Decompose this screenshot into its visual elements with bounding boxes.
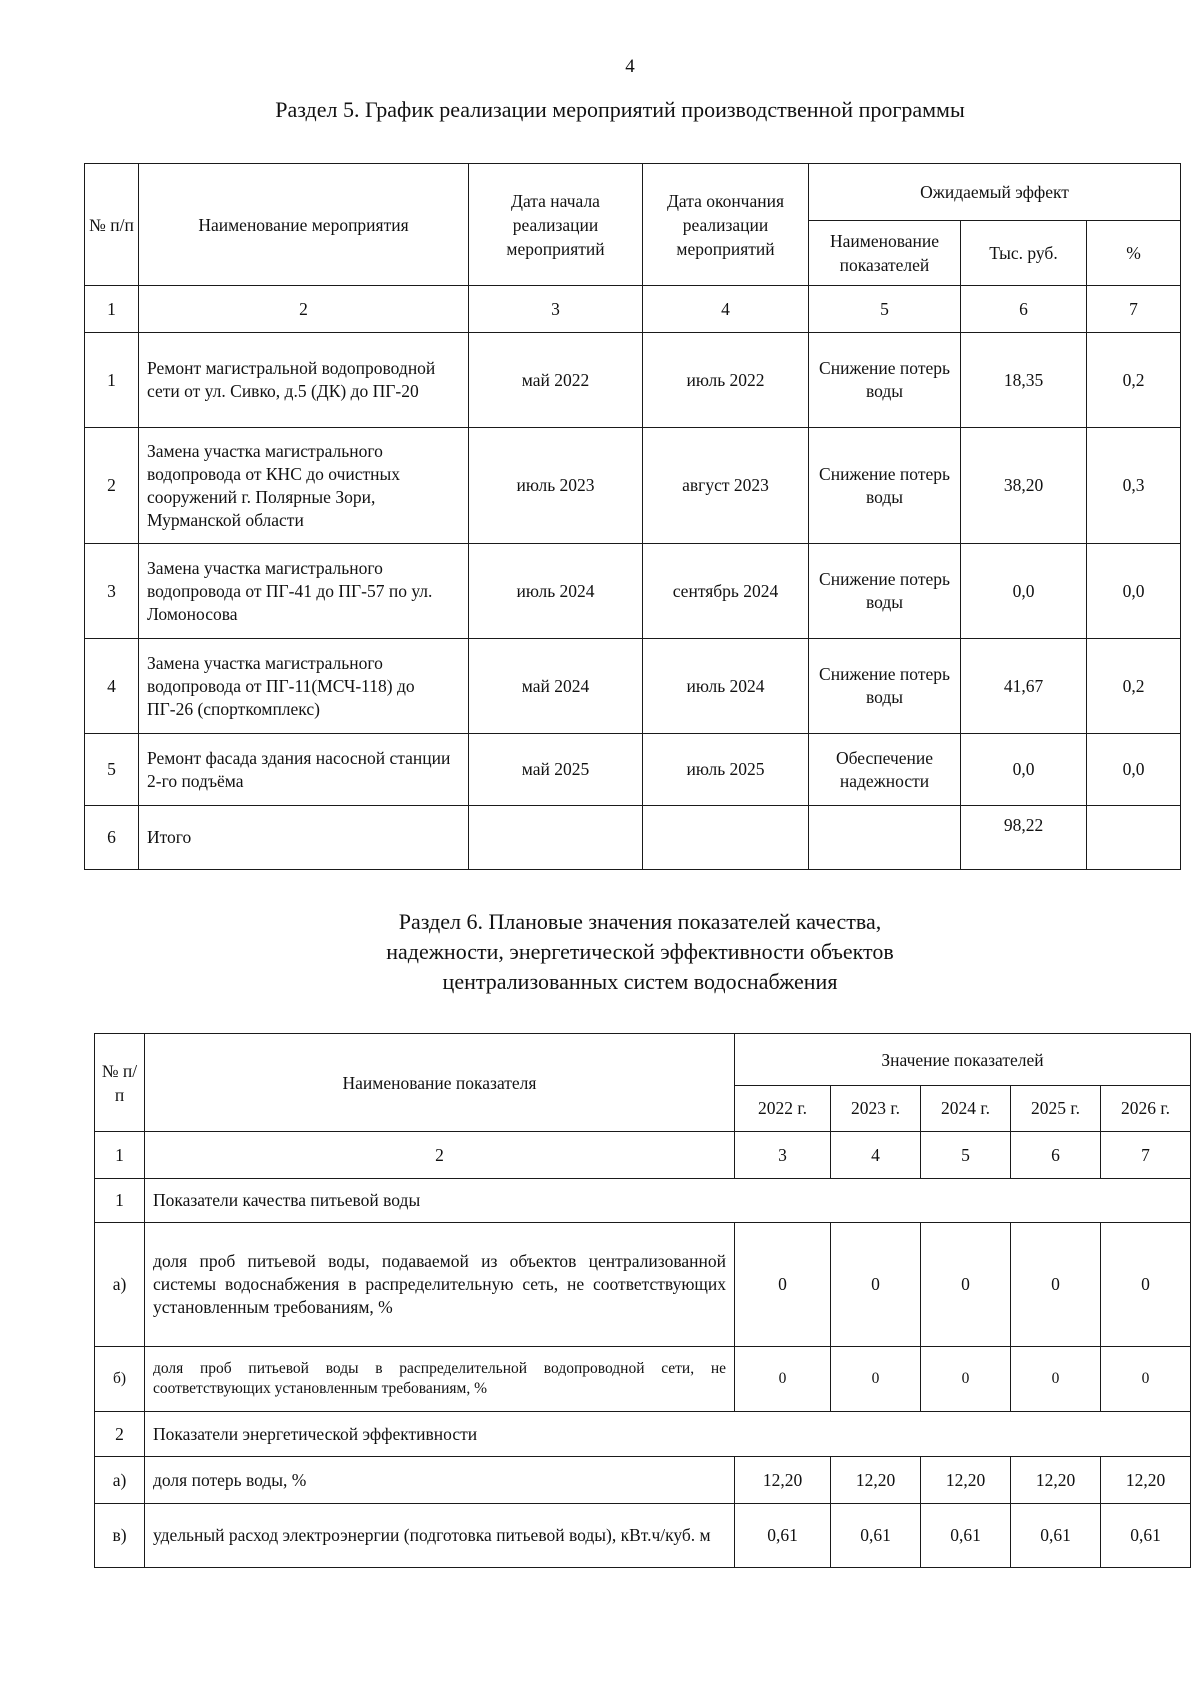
header-values: Значение показателей xyxy=(735,1034,1191,1086)
row-value: 12,20 xyxy=(1011,1457,1101,1504)
col-number: 7 xyxy=(1101,1132,1191,1179)
row-end: июль 2024 xyxy=(643,639,809,734)
row-name: Замена участка магистрального водопровода от ПГ-41 до ПГ-57 по ул. Ломоносова xyxy=(139,544,469,639)
row-name: Замена участка магистрального водопровода от КНС до очистных сооружений г. Полярные Зори, Мурманской области xyxy=(139,428,469,544)
row-value: 0,61 xyxy=(1101,1504,1191,1568)
row-num: а) xyxy=(95,1223,145,1347)
section6-title-line: Раздел 6. Плановые значения показателей качества, xyxy=(398,909,882,934)
row-name: Ремонт фасада здания насосной станции 2-го подъёма xyxy=(139,734,469,806)
row-name: Замена участка магистрального водопровода от ПГ-11(МСЧ-118) до ПГ-26 (спорткомплекс) xyxy=(139,639,469,734)
header-year: 2023 г. xyxy=(831,1086,921,1132)
col-number: 4 xyxy=(831,1132,921,1179)
page-number: 4 xyxy=(625,56,635,77)
row-start: май 2024 xyxy=(469,639,643,734)
row-value: 0,61 xyxy=(921,1504,1011,1568)
section6-title xyxy=(230,907,1050,997)
group-title: Показатели качества питьевой воды xyxy=(145,1179,1191,1223)
col-number: 5 xyxy=(921,1132,1011,1179)
header-indicator: Наименование показателей xyxy=(809,221,961,286)
row-value: 12,20 xyxy=(735,1457,831,1504)
col-number: 3 xyxy=(735,1132,831,1179)
header-name: Наименование мероприятия xyxy=(139,164,469,286)
row-start: май 2022 xyxy=(469,333,643,428)
row-pct: 0,0 xyxy=(1087,734,1181,806)
row-rub: 0,0 xyxy=(961,734,1087,806)
row-num: в) xyxy=(95,1504,145,1568)
row-end: июль 2022 xyxy=(643,333,809,428)
row-value: 0 xyxy=(921,1347,1011,1412)
section5-title: Раздел 5. График реализации мероприятий производственной программы xyxy=(275,97,965,122)
row-value: 0,61 xyxy=(1011,1504,1101,1568)
row-num: 3 xyxy=(85,544,139,639)
row-indicator: Снижение потерь воды xyxy=(809,544,961,639)
col-number: 2 xyxy=(139,286,469,333)
row-name: Ремонт магистральной водопроводной сети от ул. Сивко, д.5 (ДК) до ПГ-20 xyxy=(139,333,469,428)
row-indicator: Снижение потерь воды xyxy=(809,333,961,428)
row-name: доля проб питьевой воды в распределительной водопроводной сети, не соответствующих установленным требованиям, % xyxy=(145,1347,735,1412)
col-number: 1 xyxy=(95,1132,145,1179)
row-indicator: Снижение потерь воды xyxy=(809,639,961,734)
section6-title-line: надежности, энергетической эффективности объектов xyxy=(386,939,894,964)
row-rub: 18,35 xyxy=(961,333,1087,428)
row-value: 12,20 xyxy=(1101,1457,1191,1504)
row-pct xyxy=(1087,806,1181,870)
col-number: 6 xyxy=(961,286,1087,333)
row-name: Итого xyxy=(139,806,469,870)
table-row xyxy=(95,1457,1191,1504)
row-value: 12,20 xyxy=(831,1457,921,1504)
row-num: а) xyxy=(95,1457,145,1504)
row-value: 12,20 xyxy=(921,1457,1011,1504)
row-num: 6 xyxy=(85,806,139,870)
row-value: 0 xyxy=(921,1223,1011,1347)
table-row xyxy=(95,1223,1191,1347)
group-title: Показатели энергетической эффективности xyxy=(145,1412,1191,1457)
table-row xyxy=(85,333,1181,428)
col-number: 5 xyxy=(809,286,961,333)
row-value: 0 xyxy=(1101,1347,1191,1412)
row-value: 0 xyxy=(831,1347,921,1412)
row-value: 0 xyxy=(1011,1347,1101,1412)
col-number: 1 xyxy=(85,286,139,333)
row-end: сентябрь 2024 xyxy=(643,544,809,639)
section5-table xyxy=(84,163,1181,870)
col-number: 7 xyxy=(1087,286,1181,333)
header-start: Дата начала реализации мероприятий xyxy=(469,164,643,286)
row-value: 0,61 xyxy=(735,1504,831,1568)
row-end: август 2023 xyxy=(643,428,809,544)
row-value: 0 xyxy=(735,1223,831,1347)
row-indicator: Снижение потерь воды xyxy=(809,428,961,544)
header-num: № п/п xyxy=(85,164,139,286)
table-row xyxy=(85,428,1181,544)
col-number: 2 xyxy=(145,1132,735,1179)
row-num: 2 xyxy=(85,428,139,544)
header-end: Дата окончания реализации мероприятий xyxy=(643,164,809,286)
table-row xyxy=(85,639,1181,734)
row-rub: 98,22 xyxy=(961,806,1087,870)
row-indicator xyxy=(809,806,961,870)
table-row xyxy=(95,1504,1191,1568)
table-row xyxy=(85,734,1181,806)
row-value: 0 xyxy=(735,1347,831,1412)
col-number: 4 xyxy=(643,286,809,333)
row-end: июль 2025 xyxy=(643,734,809,806)
row-end xyxy=(643,806,809,870)
row-start: июль 2024 xyxy=(469,544,643,639)
group-num: 2 xyxy=(95,1412,145,1457)
table-row xyxy=(95,1347,1191,1412)
row-num: б) xyxy=(95,1347,145,1412)
header-year: 2025 г. xyxy=(1011,1086,1101,1132)
row-rub: 0,0 xyxy=(961,544,1087,639)
group-row xyxy=(95,1412,1191,1457)
row-start: июль 2023 xyxy=(469,428,643,544)
header-name: Наименование показателя xyxy=(145,1034,735,1132)
group-row xyxy=(95,1179,1191,1223)
row-pct: 0,2 xyxy=(1087,639,1181,734)
row-num: 4 xyxy=(85,639,139,734)
section6-title-line: централизованных систем водоснабжения xyxy=(442,969,838,994)
row-start: май 2025 xyxy=(469,734,643,806)
header-num: № п/п xyxy=(95,1034,145,1132)
row-pct: 0,3 xyxy=(1087,428,1181,544)
row-indicator: Обеспечение надежности xyxy=(809,734,961,806)
row-start xyxy=(469,806,643,870)
section6-table xyxy=(94,1033,1191,1568)
group-num: 1 xyxy=(95,1179,145,1223)
row-name: удельный расход электроэнергии (подготовка питьевой воды), кВт.ч/куб. м xyxy=(145,1504,735,1568)
row-value: 0 xyxy=(1011,1223,1101,1347)
table-row xyxy=(85,544,1181,639)
row-num: 5 xyxy=(85,734,139,806)
col-number: 6 xyxy=(1011,1132,1101,1179)
row-name: доля потерь воды, % xyxy=(145,1457,735,1504)
row-pct: 0,2 xyxy=(1087,333,1181,428)
header-year: 2022 г. xyxy=(735,1086,831,1132)
row-value: 0 xyxy=(1101,1223,1191,1347)
row-value: 0 xyxy=(831,1223,921,1347)
header-year: 2024 г. xyxy=(921,1086,1011,1132)
row-rub: 41,67 xyxy=(961,639,1087,734)
header-percent: % xyxy=(1087,221,1181,286)
header-year: 2026 г. xyxy=(1101,1086,1191,1132)
row-name: доля проб питьевой воды, подаваемой из объектов централизованной системы водоснабжения в распределительную сеть, не соответствующих установленным требованиям, % xyxy=(145,1223,735,1347)
header-effect: Ожидаемый эффект xyxy=(809,164,1181,221)
row-num: 1 xyxy=(85,333,139,428)
row-pct: 0,0 xyxy=(1087,544,1181,639)
row-rub: 38,20 xyxy=(961,428,1087,544)
table-row-total xyxy=(85,806,1181,870)
col-number: 3 xyxy=(469,286,643,333)
header-thousand-rub: Тыс. руб. xyxy=(961,221,1087,286)
row-value: 0,61 xyxy=(831,1504,921,1568)
